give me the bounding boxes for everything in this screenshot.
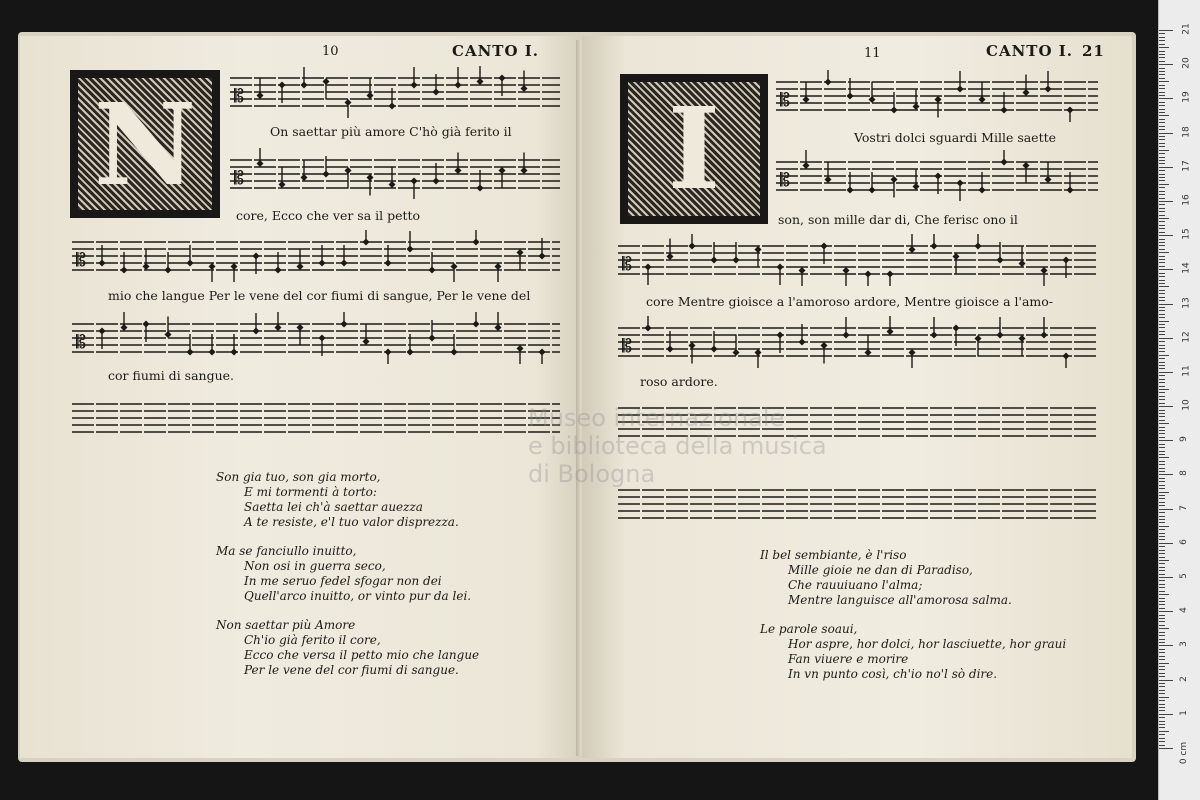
clef-icon: 𝄡 xyxy=(622,336,633,357)
poem-line: Che rauuiuano l'alma; xyxy=(788,578,923,592)
ruler-tick xyxy=(1159,163,1165,164)
ruler-tick xyxy=(1159,266,1165,267)
ruler-tick xyxy=(1159,495,1165,496)
ruler-tick xyxy=(1159,594,1169,595)
ruler-tick xyxy=(1159,324,1165,325)
ruler-tick xyxy=(1159,488,1165,489)
ruler-tick xyxy=(1159,345,1165,346)
ruler-tick xyxy=(1159,741,1165,742)
ruler-tick xyxy=(1159,738,1165,739)
ruler-tick xyxy=(1159,420,1165,421)
ruler-tick xyxy=(1159,327,1165,328)
folio-number: 21 xyxy=(1082,42,1105,60)
ruler-tick xyxy=(1159,30,1173,31)
ruler-tick xyxy=(1159,464,1165,465)
ruler-number: 19 xyxy=(1181,91,1192,104)
poem-line: Per le vene del cor fiumi di sangue. xyxy=(244,663,459,677)
ruler-tick xyxy=(1159,444,1165,445)
ruler-tick xyxy=(1159,505,1165,506)
ruler-tick xyxy=(1159,498,1165,499)
ruler-tick xyxy=(1159,416,1165,417)
ruler-tick xyxy=(1159,615,1165,616)
ruler-tick xyxy=(1159,160,1165,161)
ruler-tick xyxy=(1159,710,1165,711)
poem-line: Non osi in guerra seco, xyxy=(244,559,386,573)
lyric-line: mio che langue Per le vene del cor fiumi di sangue, Per le vene del xyxy=(108,288,531,303)
poem-line: Ma se fanciullo inuitto, xyxy=(216,544,357,558)
ruler-tick xyxy=(1159,126,1165,127)
ruler-tick xyxy=(1159,557,1165,558)
poem-line: Le parole soaui, xyxy=(760,622,858,636)
ruler-tick xyxy=(1159,191,1165,192)
left-page-header: CANTO I. xyxy=(452,42,539,60)
clef-icon: 𝄡 xyxy=(622,254,633,275)
ruler-tick xyxy=(1159,71,1165,72)
ruler-tick xyxy=(1159,119,1165,120)
ruler-tick xyxy=(1159,133,1173,134)
ruler-tick xyxy=(1159,88,1165,89)
ruler-number: 3 xyxy=(1178,641,1189,648)
ruler-tick xyxy=(1159,560,1169,561)
ruler-tick xyxy=(1159,536,1165,537)
ruler-tick xyxy=(1159,522,1165,523)
ruler-tick xyxy=(1159,95,1165,96)
ruler-tick xyxy=(1159,598,1165,599)
music-staff xyxy=(230,148,560,200)
ruler-tick xyxy=(1159,481,1165,482)
measurement-ruler xyxy=(1158,0,1200,800)
ruler-tick xyxy=(1159,399,1165,400)
ruler-tick xyxy=(1159,471,1165,472)
ruler-tick xyxy=(1159,608,1165,609)
ruler-tick xyxy=(1159,686,1165,687)
ruler-tick xyxy=(1159,721,1165,722)
ruler-tick xyxy=(1159,139,1165,140)
ruler-tick xyxy=(1159,300,1165,301)
ruler-tick xyxy=(1159,423,1169,424)
lyric-line: Vostri dolci sguardi Mille saette xyxy=(854,130,1057,145)
ruler-tick xyxy=(1159,102,1165,103)
ruler-tick xyxy=(1159,143,1165,144)
ruler-number: 8 xyxy=(1178,470,1189,477)
ruler-number: 1 xyxy=(1178,709,1189,716)
ruler-tick xyxy=(1159,553,1165,554)
clef-icon: 𝄡 xyxy=(234,168,245,189)
right-page-number: 11 xyxy=(864,46,881,61)
ruler-tick xyxy=(1159,167,1173,168)
ruler-tick xyxy=(1159,109,1165,110)
left-page xyxy=(20,36,580,758)
poem-line: Ecco che versa il petto mio che langue xyxy=(244,648,480,662)
ruler-tick xyxy=(1159,392,1165,393)
ruler-tick xyxy=(1159,184,1169,185)
ruler-tick xyxy=(1159,187,1165,188)
ruler-tick xyxy=(1159,461,1165,462)
ruler-tick xyxy=(1159,683,1165,684)
stanza-break xyxy=(216,530,479,544)
ruler-tick xyxy=(1159,283,1165,284)
poem-line: A te resiste, e'l tuo valor disprezza. xyxy=(244,515,459,529)
decorated-initial-n xyxy=(70,70,220,218)
ruler-tick xyxy=(1159,519,1165,520)
ruler-unit-label: 0 cm xyxy=(1179,741,1190,765)
lyric-line: On saettar più amore C'hò già ferito il xyxy=(270,124,512,139)
ruler-tick xyxy=(1159,358,1165,359)
music-staff xyxy=(72,230,560,282)
poem-line: Quell'arco inuitto, or vinto pur da lei. xyxy=(244,589,472,603)
ruler-number: 2 xyxy=(1178,675,1189,682)
ruler-tick xyxy=(1159,676,1165,677)
ruler-tick xyxy=(1159,454,1165,455)
ruler-tick xyxy=(1159,122,1165,123)
ruler-tick xyxy=(1159,666,1165,667)
right-page-header: CANTO I. xyxy=(986,42,1073,60)
ruler-tick xyxy=(1159,512,1165,513)
ruler-tick xyxy=(1159,652,1165,653)
ruler-tick xyxy=(1159,635,1165,636)
ruler-tick xyxy=(1159,526,1169,527)
clef-icon: 𝄡 xyxy=(234,86,245,107)
ruler-tick xyxy=(1159,621,1165,622)
ruler-tick xyxy=(1159,54,1165,55)
ruler-tick xyxy=(1159,533,1165,534)
ruler-tick xyxy=(1159,625,1165,626)
poem-line: E mi tormenti à torto: xyxy=(244,485,377,499)
ruler-tick xyxy=(1159,242,1165,243)
ruler-tick xyxy=(1159,235,1173,236)
ruler-tick xyxy=(1159,68,1165,69)
poem-line: Saetta lei ch'à saettar auezza xyxy=(244,500,423,514)
ruler-tick xyxy=(1159,529,1165,530)
ruler-tick xyxy=(1159,180,1165,181)
ruler-number: 17 xyxy=(1181,160,1192,172)
ruler-tick xyxy=(1159,208,1165,209)
ruler-tick xyxy=(1159,468,1165,469)
watermark-line: Museo internazionale xyxy=(528,404,785,432)
clef-icon: 𝄡 xyxy=(780,90,791,111)
lyric-line: core, Ecco che ver sa il petto xyxy=(236,208,421,223)
ruler-tick xyxy=(1159,745,1165,746)
ruler-tick xyxy=(1159,618,1165,619)
ruler-tick xyxy=(1159,170,1165,171)
ruler-tick xyxy=(1159,331,1165,332)
ruler-tick xyxy=(1159,748,1173,749)
ruler-tick xyxy=(1159,286,1169,287)
ruler-tick xyxy=(1159,567,1165,568)
ruler-tick xyxy=(1159,659,1165,660)
ruler-tick xyxy=(1159,215,1165,216)
poem-line: In vn punto così, ch'io no'l sò dire. xyxy=(788,667,998,681)
ruler-tick xyxy=(1159,734,1165,735)
ruler-tick xyxy=(1159,51,1165,52)
ruler-tick xyxy=(1159,194,1165,195)
ruler-tick xyxy=(1159,228,1165,229)
ruler-tick xyxy=(1159,47,1169,48)
ruler-tick xyxy=(1159,177,1165,178)
ruler-tick xyxy=(1159,550,1165,551)
ruler-tick xyxy=(1159,580,1165,581)
ruler-tick xyxy=(1159,174,1165,175)
ruler-tick xyxy=(1159,669,1165,670)
ruler-tick xyxy=(1159,225,1165,226)
ruler-tick xyxy=(1159,64,1173,65)
ruler-tick xyxy=(1159,375,1165,376)
ruler-tick xyxy=(1159,632,1165,633)
music-staff xyxy=(618,234,1098,286)
ruler-tick xyxy=(1159,348,1165,349)
ruler-tick xyxy=(1159,146,1165,147)
ruler-number: 18 xyxy=(1181,125,1192,138)
ruler-tick xyxy=(1159,211,1165,212)
ruler-tick xyxy=(1159,700,1165,701)
ruler-tick xyxy=(1159,232,1165,233)
initial-letter: N xyxy=(93,80,197,211)
left-page-number: 10 xyxy=(322,44,339,59)
ruler-tick xyxy=(1159,591,1165,592)
ruler-tick xyxy=(1159,314,1165,315)
ruler-tick xyxy=(1159,492,1169,493)
ruler-tick xyxy=(1159,136,1165,137)
ruler-number: 16 xyxy=(1181,194,1192,206)
ruler-tick xyxy=(1159,396,1165,397)
ruler-tick xyxy=(1159,273,1165,274)
ruler-tick xyxy=(1159,457,1169,458)
ruler-tick xyxy=(1159,724,1165,725)
ruler-tick xyxy=(1159,368,1165,369)
ruler-tick xyxy=(1159,509,1173,510)
ruler-tick xyxy=(1159,430,1165,431)
ruler-tick xyxy=(1159,153,1165,154)
ruler-number: 14 xyxy=(1181,262,1192,275)
ruler-tick xyxy=(1159,543,1173,544)
ruler-tick xyxy=(1159,642,1165,643)
ruler-tick xyxy=(1159,293,1165,294)
ruler-tick xyxy=(1159,362,1165,363)
ruler-tick xyxy=(1159,129,1165,130)
ruler-tick xyxy=(1159,546,1165,547)
ruler-tick xyxy=(1159,690,1165,691)
ruler-tick xyxy=(1159,256,1165,257)
lyric-line: cor fiumi di sangue. xyxy=(108,368,235,383)
ruler-tick xyxy=(1159,570,1165,571)
ruler-tick xyxy=(1159,516,1165,517)
ruler-tick xyxy=(1159,249,1165,250)
music-staff xyxy=(230,66,560,118)
poem-line: Hor aspre, hor dolci, hor lasciuette, hor graui xyxy=(788,637,1067,651)
ruler-tick xyxy=(1159,663,1169,664)
music-staff xyxy=(618,316,1098,368)
ruler-tick xyxy=(1159,413,1165,414)
ruler-tick xyxy=(1159,717,1165,718)
ruler-tick xyxy=(1159,403,1165,404)
ruler-tick xyxy=(1159,410,1165,411)
poem-line: Il bel sembiante, è l'riso xyxy=(760,548,907,562)
ruler-tick xyxy=(1159,280,1165,281)
ruler-tick xyxy=(1159,539,1165,540)
ruler-tick xyxy=(1159,704,1165,705)
ruler-number: 6 xyxy=(1178,538,1189,545)
ruler-tick xyxy=(1159,451,1165,452)
ruler-tick xyxy=(1159,601,1165,602)
ruler-tick xyxy=(1159,406,1173,407)
ruler-tick xyxy=(1159,577,1173,578)
watermark-line: e biblioteca della musica xyxy=(528,432,827,460)
ruler-tick xyxy=(1159,221,1165,222)
ruler-tick xyxy=(1159,379,1165,380)
ruler-tick xyxy=(1159,33,1165,34)
ruler-number: 13 xyxy=(1181,296,1192,309)
ruler-tick xyxy=(1159,649,1165,650)
ruler-tick xyxy=(1159,105,1165,106)
ruler-tick xyxy=(1159,37,1165,38)
empty-staff xyxy=(72,396,560,440)
ruler-tick xyxy=(1159,204,1165,205)
ruler-tick xyxy=(1159,485,1165,486)
ruler-tick xyxy=(1159,680,1173,681)
poem-line: Mentre languisce all'amorosa salma. xyxy=(788,593,1012,607)
clef-icon: 𝄡 xyxy=(76,332,87,353)
ruler-tick xyxy=(1159,639,1165,640)
poem-line: Ch'io già ferito il core, xyxy=(244,633,381,647)
music-staff xyxy=(72,312,560,364)
ruler-tick xyxy=(1159,276,1165,277)
ruler-tick xyxy=(1159,697,1169,698)
ruler-number: 21 xyxy=(1181,23,1192,35)
poem-line: Son gia tuo, son gia morto, xyxy=(216,470,381,484)
ruler-tick xyxy=(1159,341,1165,342)
ruler-tick xyxy=(1159,57,1165,58)
ruler-tick xyxy=(1159,437,1165,438)
ruler-number: 7 xyxy=(1178,504,1189,511)
poem-line: Mille gioie ne dan di Paradiso, xyxy=(788,563,973,577)
ruler-number: 12 xyxy=(1181,330,1192,343)
ruler-tick xyxy=(1159,269,1173,270)
ruler-tick xyxy=(1159,427,1165,428)
ruler-tick xyxy=(1159,259,1165,260)
ruler-tick xyxy=(1159,714,1173,715)
ruler-tick xyxy=(1159,604,1165,605)
poem-stanza xyxy=(760,548,1066,682)
ruler-number: 15 xyxy=(1181,228,1192,240)
ruler-tick xyxy=(1159,239,1165,240)
ruler-tick xyxy=(1159,290,1165,291)
ruler-tick xyxy=(1159,386,1165,387)
lyric-line: roso ardore. xyxy=(640,374,718,389)
ruler-tick xyxy=(1159,92,1165,93)
ruler-tick xyxy=(1159,317,1165,318)
ruler-tick xyxy=(1159,351,1165,352)
empty-staff xyxy=(618,482,1098,526)
ruler-tick xyxy=(1159,355,1169,356)
ruler-tick xyxy=(1159,112,1165,113)
ruler-tick xyxy=(1159,433,1165,434)
ruler-tick xyxy=(1159,157,1165,158)
stanza-break xyxy=(216,604,479,618)
ruler-tick xyxy=(1159,673,1165,674)
ruler-tick xyxy=(1159,61,1165,62)
poem-line: Non saettar più Amore xyxy=(216,618,356,632)
ruler-tick xyxy=(1159,310,1165,311)
ruler-tick xyxy=(1159,304,1173,305)
right-page xyxy=(582,36,1132,758)
decorated-initial-i xyxy=(620,74,768,224)
ruler-tick xyxy=(1159,645,1173,646)
ruler-number: 11 xyxy=(1181,365,1192,377)
ruler-tick xyxy=(1159,474,1173,475)
ruler-tick xyxy=(1159,198,1165,199)
ruler-tick xyxy=(1159,440,1173,441)
lyric-line: son, son mille dar di, Che ferisc ono il xyxy=(778,212,1018,227)
ruler-tick xyxy=(1159,150,1169,151)
ruler-tick xyxy=(1159,201,1173,202)
music-staff xyxy=(776,70,1098,122)
ruler-tick xyxy=(1159,574,1165,575)
clef-icon: 𝄡 xyxy=(76,250,87,271)
ruler-tick xyxy=(1159,478,1165,479)
ruler-number: 10 xyxy=(1181,399,1192,411)
ruler-number: 5 xyxy=(1178,573,1189,579)
ruler-number: 4 xyxy=(1178,607,1189,614)
ruler-tick xyxy=(1159,98,1173,99)
ruler-tick xyxy=(1159,44,1165,45)
watermark-line: di Bologna xyxy=(528,460,656,488)
ruler-tick xyxy=(1159,307,1165,308)
ruler-tick xyxy=(1159,74,1165,75)
music-staff xyxy=(776,150,1098,202)
ruler-number: 20 xyxy=(1181,57,1192,69)
ruler-tick xyxy=(1159,372,1173,373)
ruler-tick xyxy=(1159,656,1165,657)
stanza-break xyxy=(760,608,1066,622)
poem-line: In me seruo fedel sfogar non dei xyxy=(244,574,442,588)
ruler-tick xyxy=(1159,611,1173,612)
ruler-tick xyxy=(1159,78,1165,79)
clef-icon: 𝄡 xyxy=(780,170,791,191)
ruler-tick xyxy=(1159,731,1169,732)
ruler-tick xyxy=(1159,115,1169,116)
ruler-tick xyxy=(1159,707,1165,708)
ruler-number: 9 xyxy=(1178,436,1189,443)
ruler-tick xyxy=(1159,297,1165,298)
ruler-tick xyxy=(1159,382,1165,383)
ruler-tick xyxy=(1159,389,1169,390)
poem-line: Fan viuere e morire xyxy=(788,652,909,666)
ruler-tick xyxy=(1159,321,1169,322)
ruler-tick xyxy=(1159,563,1165,564)
ruler-tick xyxy=(1159,693,1165,694)
ruler-tick xyxy=(1159,502,1165,503)
ruler-tick xyxy=(1159,252,1169,253)
ruler-tick xyxy=(1159,338,1173,339)
ruler-tick xyxy=(1159,727,1165,728)
initial-letter: I xyxy=(667,84,721,215)
ruler-tick xyxy=(1159,218,1169,219)
ruler-tick xyxy=(1159,628,1169,629)
ruler-tick xyxy=(1159,81,1169,82)
ruler-tick xyxy=(1159,365,1165,366)
ruler-tick xyxy=(1159,587,1165,588)
ruler-tick xyxy=(1159,334,1165,335)
ruler-tick xyxy=(1159,262,1165,263)
ruler-tick xyxy=(1159,447,1165,448)
ruler-tick xyxy=(1159,245,1165,246)
ruler-tick xyxy=(1159,85,1165,86)
lyric-line: core Mentre gioisce a l'amoroso ardore, Mentre gioisce a l'amo- xyxy=(646,294,1054,309)
ruler-tick xyxy=(1159,584,1165,585)
poem-stanza xyxy=(216,470,479,678)
ruler-tick xyxy=(1159,40,1165,41)
